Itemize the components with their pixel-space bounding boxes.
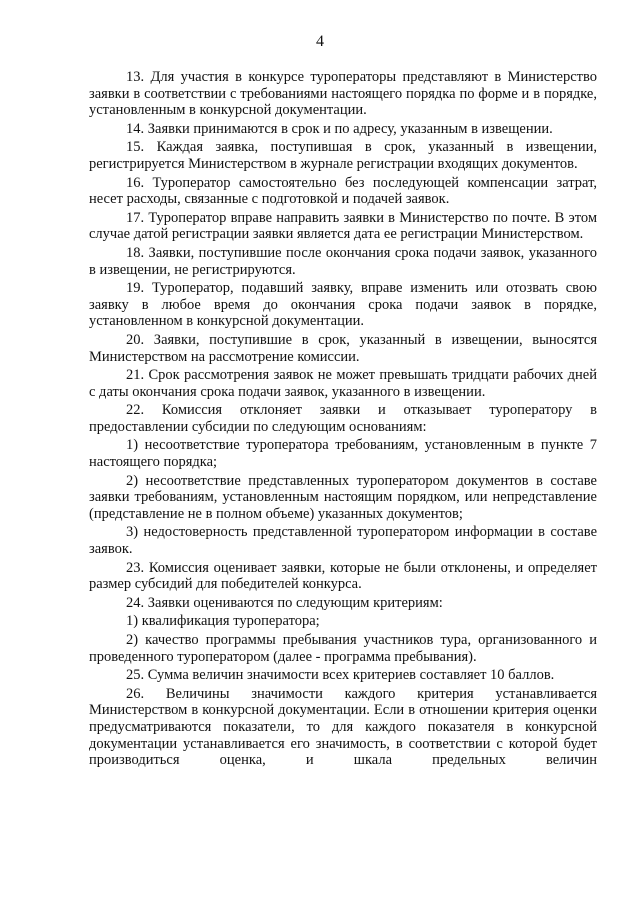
paragraph-20: 20. Заявки, поступившие в срок, указанный в извещении, выносятся Министерством на рассмотрение комиссии. — [89, 331, 597, 365]
paragraph-17: 17. Туроператор вправе направить заявки в Министерство по почте. В этом случае датой регистрации заявки является дата ее регистрации Министерством. — [89, 209, 597, 243]
paragraph-22: 22. Комиссия отклоняет заявки и отказывает туроператору в предоставлении субсидии по следующим основаниям: — [89, 402, 597, 435]
paragraph-26: 26. Величины значимости каждого критерия устанавливается Министерством в конкурсной документации. Если в отношении критерия оценки предусматриваются показатели, то для каждого показателя в конкурсной документации устанавливается его значимость, в соответствии с которой будет производиться оценка, и шкала предельных величин — [89, 685, 597, 769]
paragraph-25: 25. Сумма величин значимости всех критериев составляет 10 баллов. — [126, 667, 555, 684]
paragraph-14: 14. Заявки принимаются в срок и по адресу, указанным в извещении. — [126, 120, 553, 137]
paragraph-16: 16. Туроператор самостоятельно без последующей компенсации затрат, несет расходы, связанные с подготовкой и подачей заявок. — [89, 174, 597, 208]
page-number: 4 — [316, 33, 324, 50]
paragraph-23: 23. Комиссия оценивает заявки, которые не были отклонены, и определяет размер субсидий для победителей конкурса. — [89, 559, 597, 593]
paragraph-19: 19. Туроператор, подавший заявку, вправе изменить или отозвать свою заявку в любое время до окончания срока подачи заявок в порядке, установленном в конкурсной документации. — [89, 280, 597, 330]
document-body — [89, 69, 597, 771]
paragraph-24-item-2: 2) качество программы пребывания участников тура, организованного и проведенного туроператором (далее - программа пребывания). — [89, 632, 597, 665]
paragraph-22-item-1: 1) несоответствие туроператора требованиям, установленным в пункте 7 настоящего порядка; — [89, 437, 597, 471]
paragraph-22-item-3: 3) недостоверность представленной туроператором информации в составе заявок. — [89, 524, 597, 558]
paragraph-21: 21. Срок рассмотрения заявок не может превышать тридцати рабочих дней с даты окончания срока подачи заявок, указанного в извещении. — [89, 367, 597, 400]
paragraph-24-item-1: 1) квалификация туроператора; — [126, 613, 320, 630]
paragraph-24: 24. Заявки оцениваются по следующим критериям: — [126, 594, 443, 611]
paragraph-15: 15. Каждая заявка, поступившая в срок, указанный в извещении, регистрируется Министерством в журнале регистрации входящих документов. — [89, 139, 597, 172]
paragraph-18: 18. Заявки, поступившие после окончания срока подачи заявок, указанного в извещении, не регистрируются. — [89, 244, 597, 278]
paragraph-22-item-2: 2) несоответствие представленных туроператором документов в составе заявки требованиям, установленным настоящим порядком, или непредставление (представление не в полном объеме) указанных документов; — [89, 472, 597, 522]
paragraph-13: 13. Для участия в конкурсе туроператоры представляют в Министерство заявки в соответствии с требованиями настоящего порядка по форме и в порядке, установленным в конкурсной документации. — [89, 69, 597, 119]
